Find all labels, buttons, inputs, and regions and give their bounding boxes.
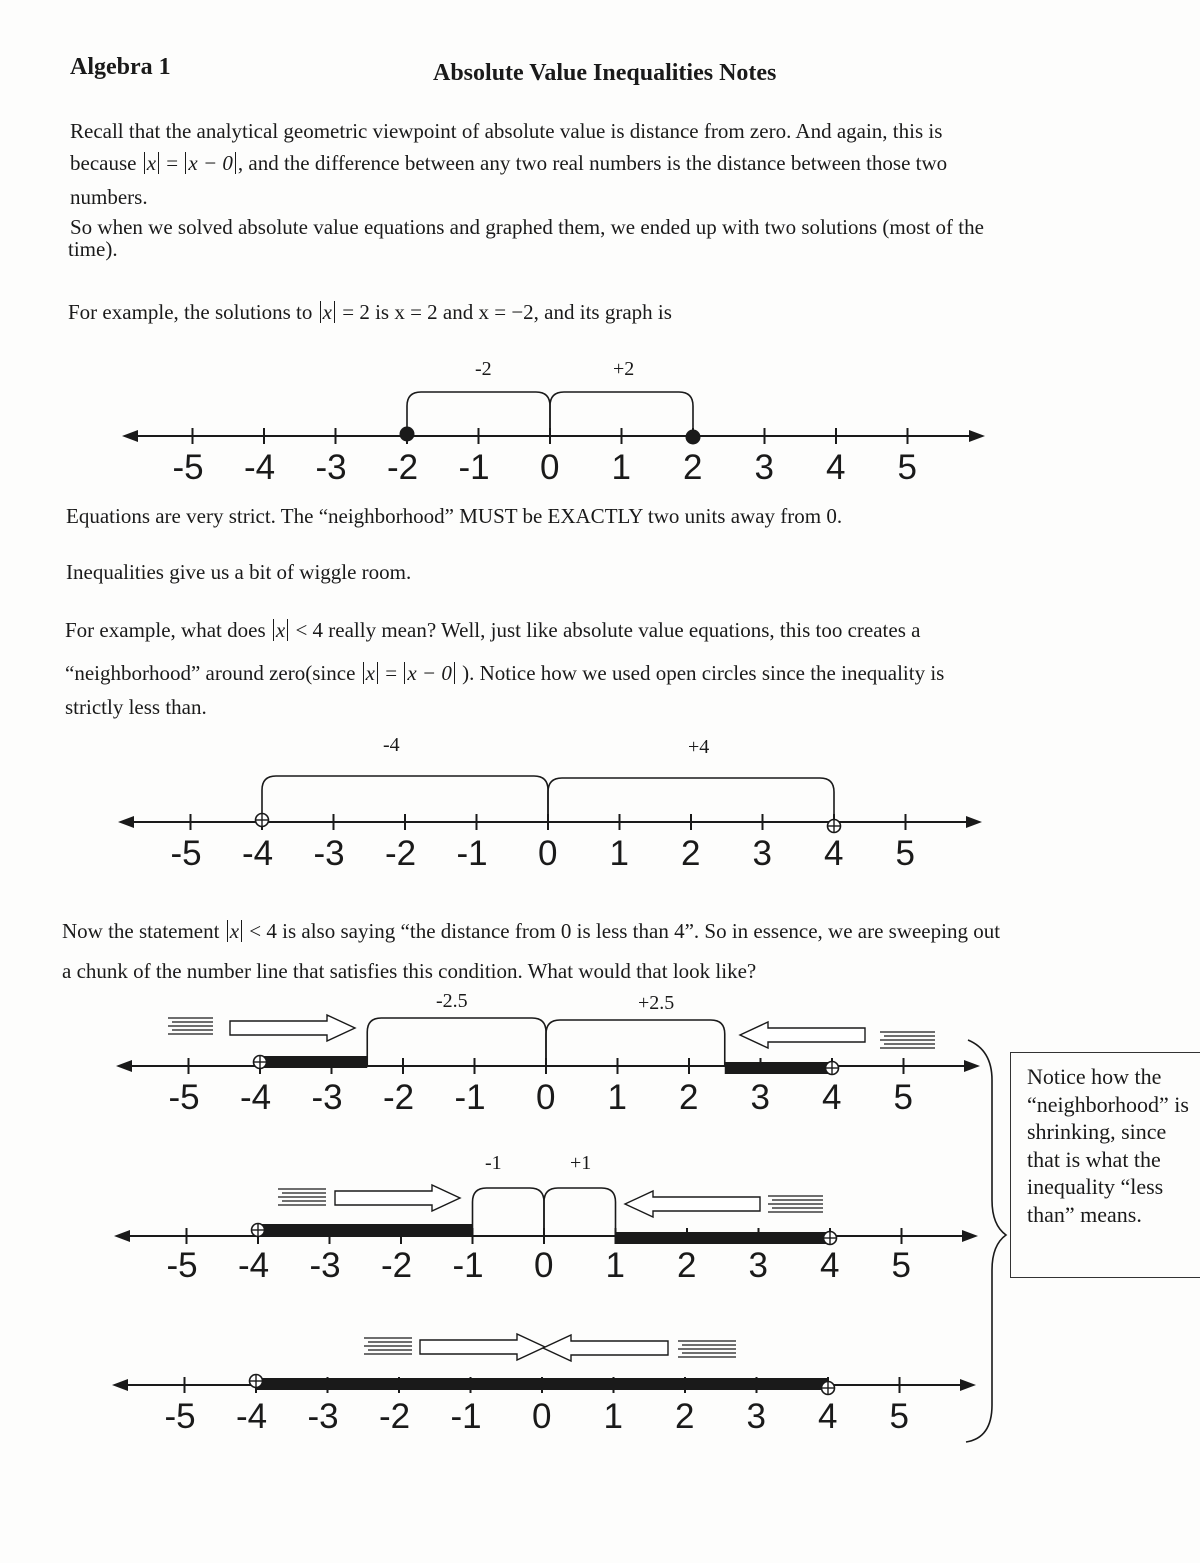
tick-label: 4 — [818, 1397, 838, 1436]
brace-label: -1 — [485, 1152, 502, 1174]
brace-label: -4 — [383, 734, 400, 756]
mean-since: (since — [305, 661, 356, 685]
example-start: For example, the solutions to — [68, 300, 313, 324]
tick-label: 0 — [536, 1078, 556, 1117]
tick-label: -4 — [244, 448, 276, 487]
mean-start: For example, what does — [65, 618, 266, 642]
tick-label: -1 — [456, 834, 488, 873]
tick-label: 1 — [603, 1397, 623, 1436]
recall-because: because — [70, 151, 137, 175]
tick-label: 0 — [540, 448, 560, 487]
tick-label: 4 — [820, 1246, 840, 1285]
tick-label: -2 — [385, 834, 417, 873]
left-arrowhead — [118, 816, 134, 828]
left-arrowhead — [114, 1230, 130, 1242]
right-arrowhead — [960, 1379, 976, 1391]
tick-label: 2 — [675, 1397, 695, 1436]
brace-label: +2 — [613, 358, 635, 380]
tick-label: 0 — [532, 1397, 552, 1436]
tick-label: -3 — [309, 1246, 341, 1285]
var-x: x — [275, 618, 286, 642]
tick-label: 0 — [534, 1246, 554, 1285]
tick-label: 2 — [677, 1246, 697, 1285]
tick-label: 1 — [607, 1078, 627, 1117]
now-line-2: a chunk of the number line that satisfies this condition. What would that look like? — [62, 959, 757, 983]
mean-notice: Notice how we used open circles since the inequality is — [479, 661, 945, 685]
tick-label: 3 — [748, 1246, 768, 1285]
tick-label: 4 — [824, 834, 844, 873]
tick-label: -4 — [238, 1246, 270, 1285]
right-arrowhead — [966, 816, 982, 828]
right-arrowhead — [964, 1060, 980, 1072]
brace-left — [367, 1018, 546, 1066]
tick-label: -2 — [381, 1246, 413, 1285]
shaded-segment — [258, 1224, 473, 1236]
page-title: Absolute Value Inequalities Notes — [433, 60, 777, 86]
tick-label: 5 — [895, 834, 915, 873]
tick-label: 0 — [538, 834, 558, 873]
left-sweep-arrow — [543, 1335, 668, 1361]
tick-label: -1 — [452, 1246, 484, 1285]
mean-line-3: strictly less than. — [65, 695, 207, 719]
tick-label: 5 — [893, 1078, 913, 1117]
right-sweep-arrow — [335, 1185, 460, 1211]
var-x: x — [229, 919, 240, 943]
closed-dot — [686, 430, 701, 445]
right-arrowhead — [969, 430, 985, 442]
shaded-segment — [616, 1232, 831, 1244]
tick-label: 5 — [889, 1397, 909, 1436]
tick-label: -5 — [164, 1397, 196, 1436]
solved-line-2: time). — [68, 237, 118, 261]
left-arrowhead — [112, 1379, 128, 1391]
tick-label: 3 — [746, 1397, 766, 1436]
left-arrowhead — [116, 1060, 132, 1072]
tick-label: -1 — [454, 1078, 486, 1117]
now-start: Now the statement — [62, 919, 220, 943]
left-sweep-arrow — [740, 1022, 865, 1048]
tick-label: -5 — [166, 1246, 198, 1285]
var-x: x — [322, 300, 332, 324]
mean-neighborhood: “neighborhood” around zero — [65, 661, 306, 685]
strict-line: Equations are very strict. The “neighborhood” MUST be EXACTLY two units away from 0. — [66, 504, 843, 528]
brace-right — [544, 1188, 616, 1236]
eq-sign: = — [385, 661, 398, 685]
shaded-segment — [725, 1062, 832, 1074]
example-rest: = 2 is x = 2 and x = −2, and its graph is — [342, 300, 672, 324]
wiggle-line: Inequalities give us a bit of wiggle room. — [66, 560, 412, 584]
right-sweep-arrow — [420, 1334, 545, 1360]
left-arrowhead — [122, 430, 138, 442]
tick-label: -5 — [170, 834, 202, 873]
tick-label: 3 — [754, 448, 774, 487]
tick-label: -4 — [242, 834, 274, 873]
tick-label: 1 — [611, 448, 631, 487]
tick-label: -5 — [172, 448, 204, 487]
shaded-segment — [256, 1378, 828, 1390]
now-rest: < 4 is also saying “the distance from 0 is less than 4”. So in essence, we are sweeping out — [249, 919, 1001, 943]
brace-label: +1 — [570, 1152, 592, 1174]
tick-label: 2 — [683, 448, 703, 487]
tick-label: -2 — [379, 1397, 411, 1436]
brace-right — [546, 1020, 725, 1066]
tick-label: -3 — [315, 448, 347, 487]
tick-label: -5 — [168, 1078, 200, 1117]
tick-label: 5 — [891, 1246, 911, 1285]
tick-label: 2 — [679, 1078, 699, 1117]
x-minus-zero: x − 0 — [407, 661, 452, 685]
brace-label: +2.5 — [638, 992, 675, 1014]
tick-label: -2 — [383, 1078, 415, 1117]
closed-dot — [400, 427, 415, 442]
course-name: Algebra 1 — [70, 54, 171, 80]
eq-sign: = — [166, 151, 179, 175]
recall-line-3: numbers. — [70, 185, 148, 209]
tick-label: -3 — [313, 834, 345, 873]
recall-rest: , and the difference between any two real numbers is the distance between those two — [237, 151, 948, 175]
tick-label: -4 — [240, 1078, 272, 1117]
tick-label: 5 — [897, 448, 917, 487]
brace-label: +4 — [688, 736, 710, 758]
note-text: Notice how the “neighborhood” is shrinking, since that is what the inequality “less than” means. — [1027, 1064, 1189, 1227]
tick-label: 2 — [681, 834, 701, 873]
grouping-brace — [966, 1040, 1006, 1442]
tick-label: -4 — [236, 1397, 268, 1436]
right-arrowhead — [962, 1230, 978, 1242]
tick-label: -3 — [307, 1397, 339, 1436]
var-x: x — [146, 151, 157, 175]
mean-close: ). — [462, 661, 475, 685]
tick-label: 3 — [752, 834, 772, 873]
tick-label: 1 — [605, 1246, 625, 1285]
tick-label: -1 — [458, 448, 490, 487]
mean-rest: < 4 really mean? Well, just like absolute value equations, this too creates a — [295, 618, 921, 642]
x-minus-zero: x − 0 — [188, 151, 233, 175]
tick-label: 4 — [822, 1078, 842, 1117]
brace-label: -2 — [475, 358, 492, 380]
tick-label: 3 — [750, 1078, 770, 1117]
tick-label: 4 — [826, 448, 846, 487]
tick-label: -1 — [450, 1397, 482, 1436]
tick-label: -2 — [387, 448, 419, 487]
tick-label: -3 — [311, 1078, 343, 1117]
tick-label: 1 — [609, 834, 629, 873]
right-sweep-arrow — [230, 1015, 355, 1041]
var-x: x — [365, 661, 375, 685]
solved-line-1: So when we solved absolute value equations and graphed them, we ended up with two solutions (most of the — [70, 215, 984, 239]
shaded-segment — [260, 1056, 367, 1068]
left-sweep-arrow — [625, 1191, 760, 1217]
recall-line-1: Recall that the analytical geometric viewpoint of absolute value is distance from zero. And again, this is — [70, 119, 943, 143]
brace-label: -2.5 — [436, 990, 468, 1012]
brace-left — [473, 1188, 545, 1236]
